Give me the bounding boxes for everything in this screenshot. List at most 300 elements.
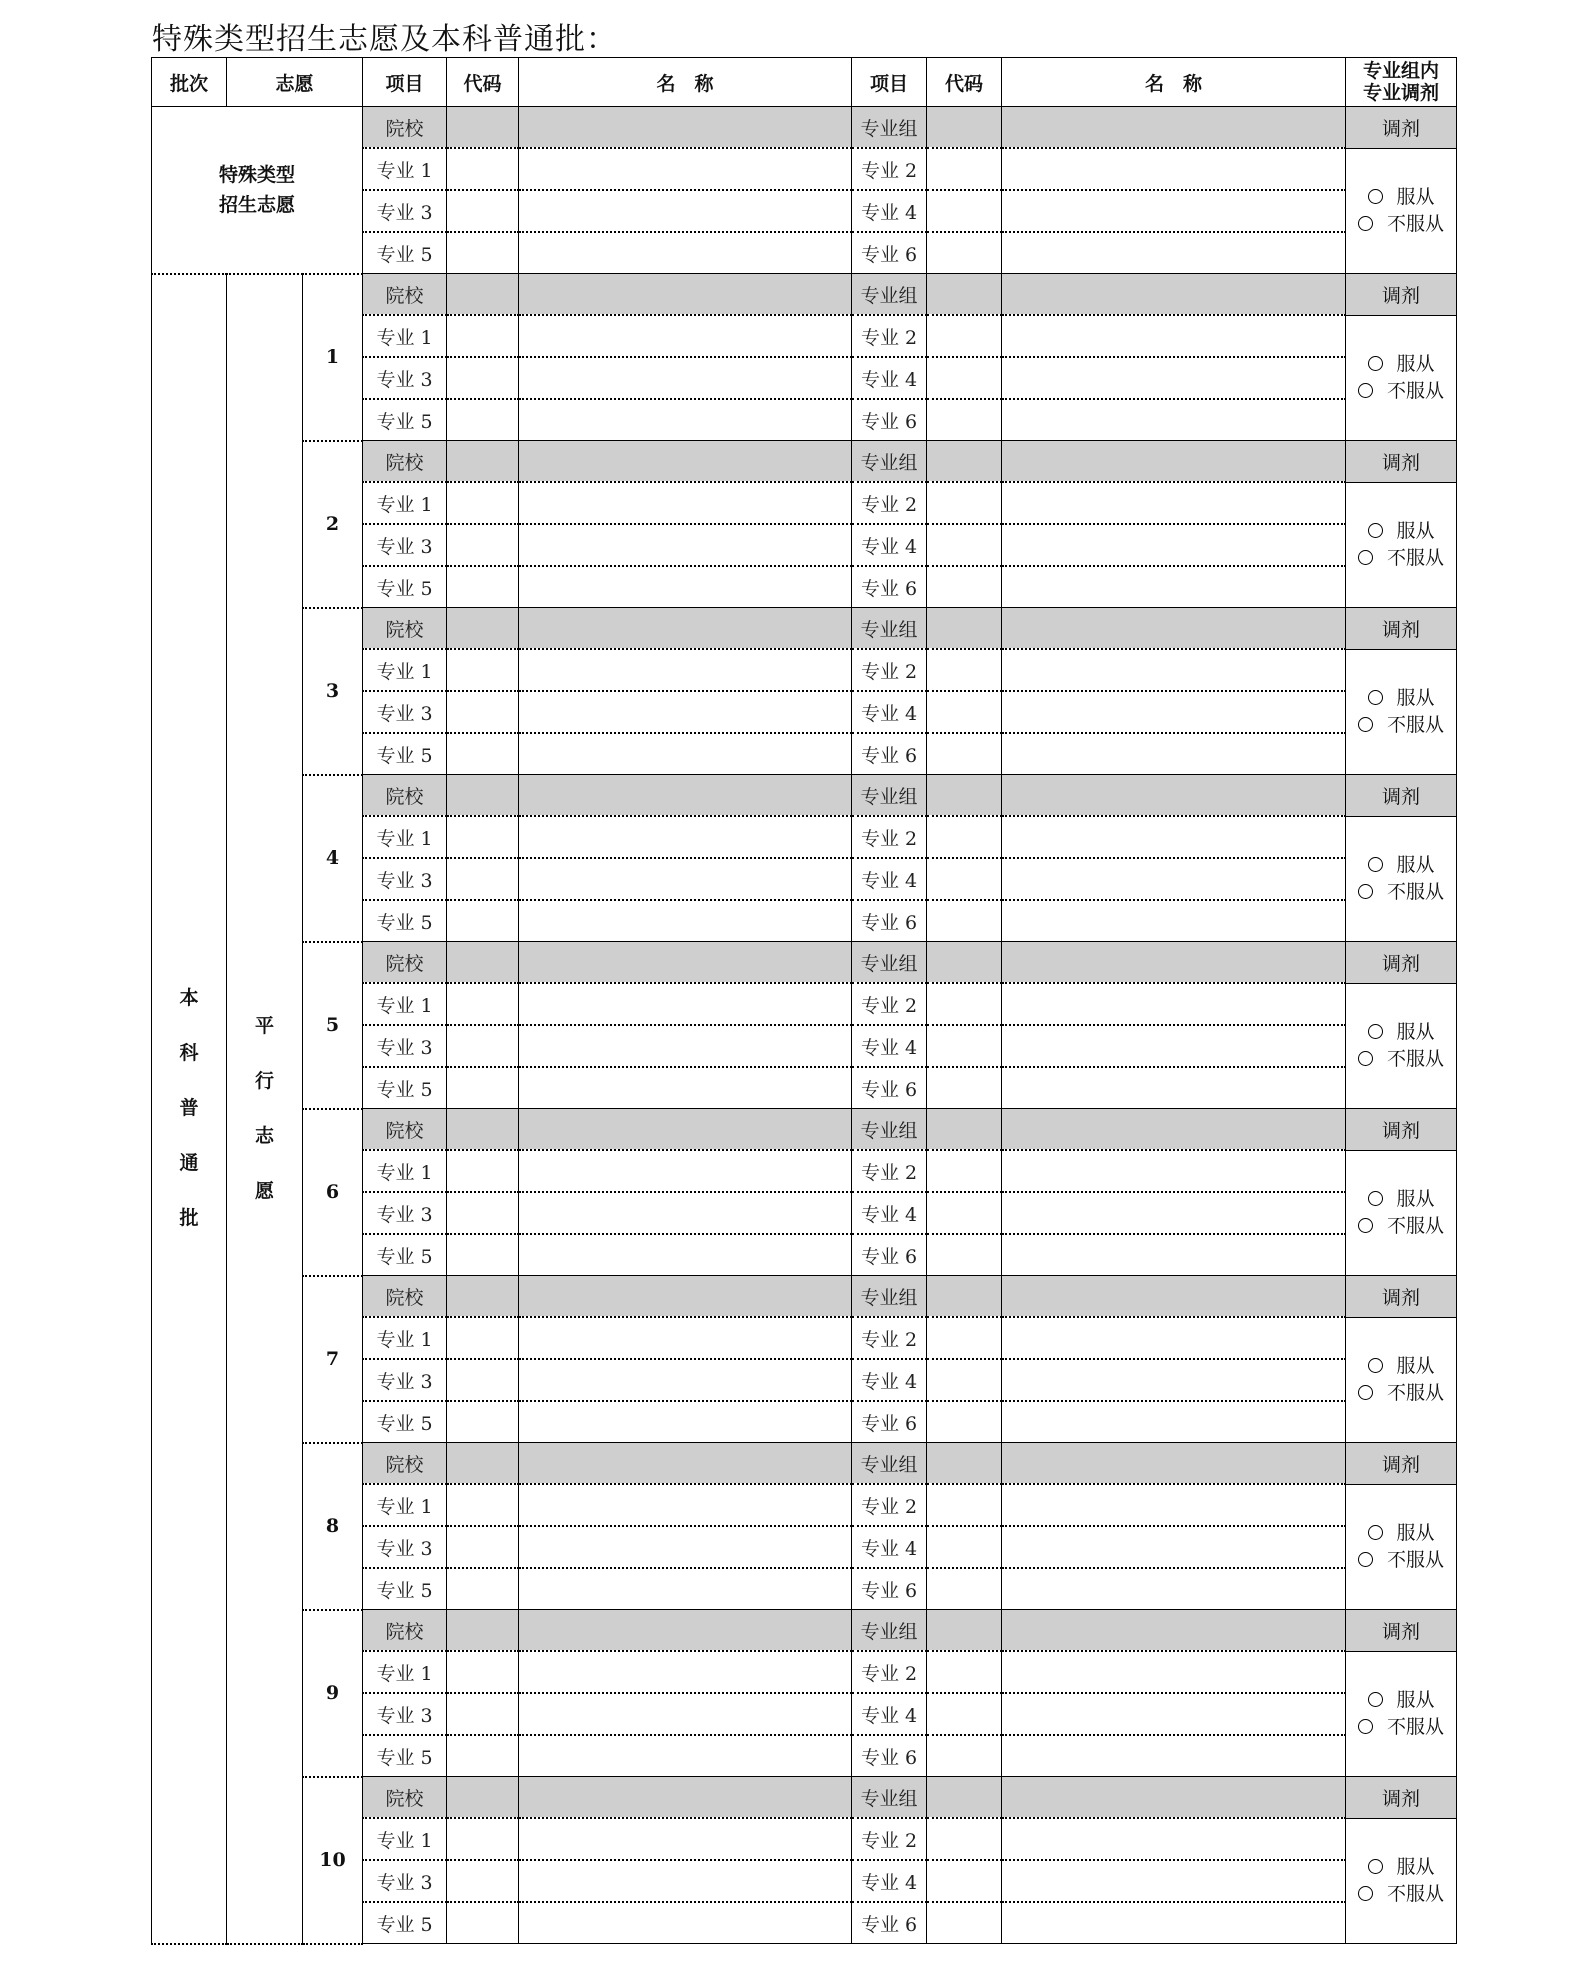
major-2-label: 专业 2 — [852, 1484, 927, 1526]
radio-circle-icon[interactable] — [1358, 717, 1373, 732]
wish-number: 10 — [303, 1777, 363, 1944]
header-adjust-line1: 专业组内 — [1363, 60, 1440, 82]
major-1-label: 专业 1 — [363, 1651, 447, 1693]
obey-option[interactable] — [1346, 1353, 1456, 1380]
major-3-code-input[interactable] — [447, 1025, 519, 1067]
not-obey-option[interactable] — [1346, 1714, 1456, 1741]
major-3-name-input[interactable] — [519, 1860, 852, 1902]
major-1-code-input[interactable] — [447, 1651, 519, 1693]
major-2-label: 专业 2 — [852, 1651, 927, 1693]
major-6-name-input[interactable] — [1002, 566, 1346, 608]
major-1-code-input[interactable] — [447, 1150, 519, 1192]
group-code-input[interactable] — [927, 608, 1002, 650]
school-name-input[interactable] — [519, 1610, 852, 1652]
major-1-label: 专业 1 — [363, 816, 447, 858]
major-5-label: 专业 5 — [363, 1234, 447, 1276]
major-1-name-input[interactable] — [519, 649, 852, 691]
major-6-name-input[interactable] — [1002, 1735, 1346, 1777]
major-4-code-input[interactable] — [927, 858, 1002, 900]
major-4-code-input[interactable] — [927, 1359, 1002, 1401]
obey-label: 服从 — [1396, 1354, 1435, 1377]
school-label: 院校 — [363, 107, 447, 149]
school-name-input[interactable] — [519, 441, 852, 483]
major-3-name-input[interactable] — [519, 1526, 852, 1568]
school-name-input[interactable] — [519, 942, 852, 984]
obey-option[interactable] — [1346, 852, 1456, 879]
major-3-code-input[interactable] — [447, 1693, 519, 1735]
major-4-name-input[interactable] — [1002, 1860, 1346, 1902]
school-code-input[interactable] — [447, 1610, 519, 1652]
major-2-name-input[interactable] — [1002, 983, 1346, 1025]
school-name-input[interactable] — [519, 1109, 852, 1151]
major-4-name-input[interactable] — [1002, 190, 1346, 232]
major-1-name-input[interactable] — [519, 148, 852, 190]
major-3-name-input[interactable] — [519, 1192, 852, 1234]
major-3-code-input[interactable] — [447, 357, 519, 399]
school-name-input[interactable] — [519, 775, 852, 817]
not-obey-option[interactable] — [1346, 211, 1456, 238]
school-code-input[interactable] — [447, 608, 519, 650]
school-name-input[interactable] — [519, 107, 852, 149]
major-5-label: 专业 5 — [363, 1067, 447, 1109]
not-obey-option[interactable] — [1346, 879, 1456, 906]
radio-circle-icon[interactable] — [1368, 1525, 1383, 1540]
adjust-options — [1346, 1651, 1457, 1777]
radio-circle-icon[interactable] — [1358, 1218, 1373, 1233]
major-5-label: 专业 5 — [363, 900, 447, 942]
major-2-name-input[interactable] — [1002, 1651, 1346, 1693]
not-obey-label: 不服从 — [1387, 713, 1445, 736]
major-5-name-input[interactable] — [519, 1401, 852, 1443]
major-1-name-input[interactable] — [519, 983, 852, 1025]
major-2-code-input[interactable] — [927, 482, 1002, 524]
wish-char: 平 — [254, 1014, 274, 1037]
major-6-name-input[interactable] — [1002, 1234, 1346, 1276]
radio-circle-icon[interactable] — [1368, 1692, 1383, 1707]
major-2-code-input[interactable] — [927, 1818, 1002, 1860]
major-4-code-input[interactable] — [927, 357, 1002, 399]
school-row — [152, 775, 1457, 817]
radio-circle-icon[interactable] — [1368, 690, 1383, 705]
school-code-input[interactable] — [447, 441, 519, 483]
group-code-input[interactable] — [927, 942, 1002, 984]
school-label: 院校 — [363, 608, 447, 650]
obey-option[interactable] — [1346, 1687, 1456, 1714]
school-name-input[interactable] — [519, 274, 852, 316]
radio-circle-icon[interactable] — [1358, 216, 1373, 231]
major-5-code-input[interactable] — [447, 399, 519, 441]
header-adjust-line2: 专业调剂 — [1363, 82, 1440, 104]
radio-circle-icon[interactable] — [1358, 1552, 1373, 1567]
obey-label: 服从 — [1396, 686, 1435, 709]
major-2-name-input[interactable] — [1002, 1317, 1346, 1359]
major-2-label: 专业 2 — [852, 816, 927, 858]
group-code-input[interactable] — [927, 1777, 1002, 1819]
major-5-label: 专业 5 — [363, 566, 447, 608]
obey-label: 服从 — [1396, 519, 1435, 542]
major-1-code-input[interactable] — [447, 1818, 519, 1860]
major-2-name-input[interactable] — [1002, 649, 1346, 691]
major-4-code-input[interactable] — [927, 1526, 1002, 1568]
group-label: 专业组 — [852, 942, 927, 984]
adjust-options — [1346, 816, 1457, 942]
major-2-label: 专业 2 — [852, 983, 927, 1025]
major-3-name-input[interactable] — [519, 357, 852, 399]
radio-circle-icon[interactable] — [1358, 1886, 1373, 1901]
school-code-input[interactable] — [447, 1276, 519, 1318]
major-1-code-input[interactable] — [447, 482, 519, 524]
not-obey-option[interactable] — [1346, 1881, 1456, 1908]
major-5-name-input[interactable] — [519, 1902, 852, 1944]
major-3-code-input[interactable] — [447, 524, 519, 566]
major-5-code-input[interactable] — [447, 566, 519, 608]
major-5-name-input[interactable] — [519, 1735, 852, 1777]
major-2-name-input[interactable] — [1002, 1818, 1346, 1860]
school-label: 院校 — [363, 942, 447, 984]
school-label: 院校 — [363, 1109, 447, 1151]
major-2-code-input[interactable] — [927, 1317, 1002, 1359]
radio-circle-icon[interactable] — [1358, 884, 1373, 899]
not-obey-option[interactable] — [1346, 545, 1456, 572]
major-5-code-input[interactable] — [447, 1401, 519, 1443]
school-code-input[interactable] — [447, 1109, 519, 1151]
major-4-name-input[interactable] — [1002, 858, 1346, 900]
major-5-code-input[interactable] — [447, 733, 519, 775]
major-4-name-input[interactable] — [1002, 357, 1346, 399]
batch-char: 本 — [179, 987, 199, 1009]
school-row — [152, 1610, 1457, 1652]
major-5-code-input[interactable] — [447, 1234, 519, 1276]
school-name-input[interactable] — [519, 608, 852, 650]
school-label: 院校 — [363, 1443, 447, 1485]
major-3-label: 专业 3 — [363, 524, 447, 566]
major-3-code-input[interactable] — [447, 1192, 519, 1234]
major-1-name-input[interactable] — [519, 816, 852, 858]
major-1-name-input[interactable] — [519, 482, 852, 524]
major-1-name-input[interactable] — [519, 1317, 852, 1359]
major-4-label: 专业 4 — [852, 1526, 927, 1568]
batch-char: 批 — [179, 1207, 199, 1229]
major-2-code-input[interactable] — [927, 1651, 1002, 1693]
major-4-name-input[interactable] — [1002, 524, 1346, 566]
major-3-code-input[interactable] — [447, 1526, 519, 1568]
major-1-code-input[interactable] — [447, 649, 519, 691]
major-6-label: 专业 6 — [852, 733, 927, 775]
major-6-name-input[interactable] — [1002, 232, 1346, 274]
major-6-name-input[interactable] — [1002, 733, 1346, 775]
major-3-name-input[interactable] — [519, 691, 852, 733]
major-3-label: 专业 3 — [363, 1025, 447, 1067]
obey-option[interactable] — [1346, 1520, 1456, 1547]
major-2-name-input[interactable] — [1002, 1484, 1346, 1526]
group-code-input[interactable] — [927, 274, 1002, 316]
radio-circle-icon[interactable] — [1358, 1051, 1373, 1066]
major-3-name-input[interactable] — [519, 190, 852, 232]
major-6-code-input[interactable] — [927, 1902, 1002, 1944]
major-3-name-input[interactable] — [519, 1359, 852, 1401]
major-2-label: 专业 2 — [852, 649, 927, 691]
major-5-name-input[interactable] — [519, 1234, 852, 1276]
group-label: 专业组 — [852, 107, 927, 149]
major-1-name-input[interactable] — [519, 1150, 852, 1192]
radio-circle-icon[interactable] — [1358, 550, 1373, 565]
major-6-code-input[interactable] — [927, 1401, 1002, 1443]
major-4-name-input[interactable] — [1002, 1526, 1346, 1568]
radio-circle-icon[interactable] — [1368, 1358, 1383, 1373]
major-4-code-input[interactable] — [927, 1192, 1002, 1234]
major-4-code-input[interactable] — [927, 190, 1002, 232]
major-4-name-input[interactable] — [1002, 1192, 1346, 1234]
group-name-input[interactable] — [1002, 274, 1346, 316]
major-6-code-input[interactable] — [927, 1234, 1002, 1276]
header-item-left: 项目 — [363, 58, 447, 107]
wish-number: 9 — [303, 1610, 363, 1777]
major-3-name-input[interactable] — [519, 1025, 852, 1067]
radio-circle-icon[interactable] — [1368, 857, 1383, 872]
major-5-name-input[interactable] — [519, 399, 852, 441]
adjust-label: 调剂 — [1346, 441, 1457, 483]
major-1-code-input[interactable] — [447, 816, 519, 858]
major-1-name-input[interactable] — [519, 1651, 852, 1693]
major-6-name-input[interactable] — [1002, 1067, 1346, 1109]
major-5-code-input[interactable] — [447, 1568, 519, 1610]
major-4-code-input[interactable] — [927, 1025, 1002, 1067]
school-row — [152, 1276, 1457, 1318]
major-5-name-input[interactable] — [519, 733, 852, 775]
group-name-input[interactable] — [1002, 1610, 1346, 1652]
obey-option[interactable] — [1346, 1186, 1456, 1213]
major-6-name-input[interactable] — [1002, 900, 1346, 942]
adjust-options — [1346, 649, 1457, 775]
major-5-code-input[interactable] — [447, 900, 519, 942]
major-1-code-input[interactable] — [447, 1484, 519, 1526]
group-code-input[interactable] — [927, 1610, 1002, 1652]
major-2-name-input[interactable] — [1002, 148, 1346, 190]
adjust-options — [1346, 1818, 1457, 1944]
major-5-label: 专业 5 — [363, 1902, 447, 1944]
major-6-code-input[interactable] — [927, 1735, 1002, 1777]
major-1-name-input[interactable] — [519, 315, 852, 357]
group-name-input[interactable] — [1002, 1109, 1346, 1151]
major-1-label: 专业 1 — [363, 1484, 447, 1526]
major-5-name-input[interactable] — [519, 900, 852, 942]
major-2-code-input[interactable] — [927, 315, 1002, 357]
school-row — [152, 608, 1457, 650]
major-1-code-input[interactable] — [447, 148, 519, 190]
batch-char: 通 — [179, 1152, 199, 1174]
group-name-input[interactable] — [1002, 775, 1346, 817]
major-6-code-input[interactable] — [927, 566, 1002, 608]
major-5-label: 专业 5 — [363, 399, 447, 441]
radio-circle-icon[interactable] — [1368, 1191, 1383, 1206]
major-1-label: 专业 1 — [363, 482, 447, 524]
group-code-input[interactable] — [927, 775, 1002, 817]
major-2-code-input[interactable] — [927, 148, 1002, 190]
major-2-name-input[interactable] — [1002, 482, 1346, 524]
major-6-code-input[interactable] — [927, 232, 1002, 274]
obey-option[interactable] — [1346, 1854, 1456, 1881]
wish-char: 志 — [254, 1124, 274, 1147]
major-2-code-input[interactable] — [927, 1484, 1002, 1526]
radio-circle-icon[interactable] — [1358, 1385, 1373, 1400]
major-2-label: 专业 2 — [852, 1818, 927, 1860]
obey-option[interactable] — [1346, 351, 1456, 378]
radio-circle-icon[interactable] — [1368, 189, 1383, 204]
group-code-input[interactable] — [927, 107, 1002, 149]
major-4-code-input[interactable] — [927, 1860, 1002, 1902]
major-5-name-input[interactable] — [519, 232, 852, 274]
major-4-code-input[interactable] — [927, 524, 1002, 566]
school-name-input[interactable] — [519, 1443, 852, 1485]
major-6-name-input[interactable] — [1002, 1568, 1346, 1610]
major-3-code-input[interactable] — [447, 691, 519, 733]
major-3-code-input[interactable] — [447, 1359, 519, 1401]
major-2-code-input[interactable] — [927, 649, 1002, 691]
major-3-label: 专业 3 — [363, 1359, 447, 1401]
major-4-code-input[interactable] — [927, 691, 1002, 733]
not-obey-option[interactable] — [1346, 1380, 1456, 1407]
major-2-name-input[interactable] — [1002, 315, 1346, 357]
major-4-label: 专业 4 — [852, 1860, 927, 1902]
major-2-code-input[interactable] — [927, 816, 1002, 858]
obey-option[interactable] — [1346, 518, 1456, 545]
not-obey-option[interactable] — [1346, 378, 1456, 405]
radio-circle-icon[interactable] — [1368, 1859, 1383, 1874]
major-3-name-input[interactable] — [519, 524, 852, 566]
not-obey-option[interactable] — [1346, 1046, 1456, 1073]
school-name-input[interactable] — [519, 1777, 852, 1819]
major-4-name-input[interactable] — [1002, 691, 1346, 733]
major-4-name-input[interactable] — [1002, 1025, 1346, 1067]
major-1-label: 专业 1 — [363, 315, 447, 357]
radio-circle-icon[interactable] — [1368, 1024, 1383, 1039]
group-name-input[interactable] — [1002, 1276, 1346, 1318]
special-label-line2: 招生志愿 — [219, 193, 296, 216]
group-name-input[interactable] — [1002, 1443, 1346, 1485]
major-1-code-input[interactable] — [447, 315, 519, 357]
not-obey-option[interactable] — [1346, 1213, 1456, 1240]
school-code-input[interactable] — [447, 1443, 519, 1485]
major-3-code-input[interactable] — [447, 858, 519, 900]
school-label: 院校 — [363, 274, 447, 316]
group-label: 专业组 — [852, 441, 927, 483]
group-code-input[interactable] — [927, 1276, 1002, 1318]
adjust-options — [1346, 1317, 1457, 1443]
major-5-code-input[interactable] — [447, 1735, 519, 1777]
major-3-name-input[interactable] — [519, 858, 852, 900]
major-1-code-input[interactable] — [447, 983, 519, 1025]
major-3-code-input[interactable] — [447, 1860, 519, 1902]
school-code-input[interactable] — [447, 1777, 519, 1819]
school-code-input[interactable] — [447, 942, 519, 984]
school-code-input[interactable] — [447, 775, 519, 817]
major-1-name-input[interactable] — [519, 1484, 852, 1526]
major-3-label: 专业 3 — [363, 357, 447, 399]
obey-option[interactable] — [1346, 1019, 1456, 1046]
major-3-name-input[interactable] — [519, 1693, 852, 1735]
major-4-label: 专业 4 — [852, 691, 927, 733]
major-6-code-input[interactable] — [927, 900, 1002, 942]
major-4-name-input[interactable] — [1002, 1359, 1346, 1401]
major-2-label: 专业 2 — [852, 315, 927, 357]
major-5-code-input[interactable] — [447, 1902, 519, 1944]
major-6-name-input[interactable] — [1002, 399, 1346, 441]
group-code-input[interactable] — [927, 1443, 1002, 1485]
group-label: 专业组 — [852, 775, 927, 817]
radio-circle-icon[interactable] — [1368, 523, 1383, 538]
major-2-name-input[interactable] — [1002, 1150, 1346, 1192]
obey-label: 服从 — [1396, 853, 1435, 876]
major-1-name-input[interactable] — [519, 1818, 852, 1860]
group-name-input[interactable] — [1002, 942, 1346, 984]
major-5-label: 专业 5 — [363, 1401, 447, 1443]
major-5-name-input[interactable] — [519, 1067, 852, 1109]
wish-number: 1 — [303, 274, 363, 441]
group-label: 专业组 — [852, 1610, 927, 1652]
school-name-input[interactable] — [519, 1276, 852, 1318]
major-5-name-input[interactable] — [519, 566, 852, 608]
not-obey-option[interactable] — [1346, 1547, 1456, 1574]
major-2-code-input[interactable] — [927, 1150, 1002, 1192]
major-6-code-input[interactable] — [927, 733, 1002, 775]
group-code-input[interactable] — [927, 1109, 1002, 1151]
wish-number: 6 — [303, 1109, 363, 1276]
school-code-input[interactable] — [447, 274, 519, 316]
obey-label: 服从 — [1396, 1187, 1435, 1210]
not-obey-label: 不服从 — [1387, 1381, 1445, 1404]
group-code-input[interactable] — [927, 441, 1002, 483]
major-6-code-input[interactable] — [927, 1067, 1002, 1109]
major-5-label: 专业 5 — [363, 733, 447, 775]
major-4-name-input[interactable] — [1002, 1693, 1346, 1735]
major-4-code-input[interactable] — [927, 1693, 1002, 1735]
major-3-label: 专业 3 — [363, 1860, 447, 1902]
major-5-code-input[interactable] — [447, 1067, 519, 1109]
group-name-input[interactable] — [1002, 441, 1346, 483]
adjust-label: 调剂 — [1346, 1777, 1457, 1819]
major-6-code-input[interactable] — [927, 399, 1002, 441]
major-6-code-input[interactable] — [927, 1568, 1002, 1610]
major-5-code-input[interactable] — [447, 232, 519, 274]
major-6-name-input[interactable] — [1002, 1902, 1346, 1944]
major-2-code-input[interactable] — [927, 983, 1002, 1025]
obey-label: 服从 — [1396, 1521, 1435, 1544]
school-label: 院校 — [363, 1610, 447, 1652]
major-3-code-input[interactable] — [447, 190, 519, 232]
school-row — [152, 1777, 1457, 1819]
obey-option[interactable] — [1346, 685, 1456, 712]
header-wish: 志愿 — [227, 58, 363, 107]
major-6-name-input[interactable] — [1002, 1401, 1346, 1443]
school-code-input[interactable] — [447, 107, 519, 149]
major-2-name-input[interactable] — [1002, 816, 1346, 858]
major-5-name-input[interactable] — [519, 1568, 852, 1610]
group-name-input[interactable] — [1002, 107, 1346, 149]
obey-option[interactable] — [1346, 184, 1456, 211]
batch-char: 普 — [179, 1097, 199, 1119]
group-name-input[interactable] — [1002, 608, 1346, 650]
group-name-input[interactable] — [1002, 1777, 1346, 1819]
major-1-label: 专业 1 — [363, 148, 447, 190]
radio-circle-icon[interactable] — [1368, 356, 1383, 371]
not-obey-option[interactable] — [1346, 712, 1456, 739]
major-1-code-input[interactable] — [447, 1317, 519, 1359]
radio-circle-icon[interactable] — [1358, 383, 1373, 398]
header-item-right: 项目 — [852, 58, 927, 107]
adjust-label: 调剂 — [1346, 1109, 1457, 1151]
radio-circle-icon[interactable] — [1358, 1719, 1373, 1734]
not-obey-label: 不服从 — [1387, 1548, 1445, 1571]
